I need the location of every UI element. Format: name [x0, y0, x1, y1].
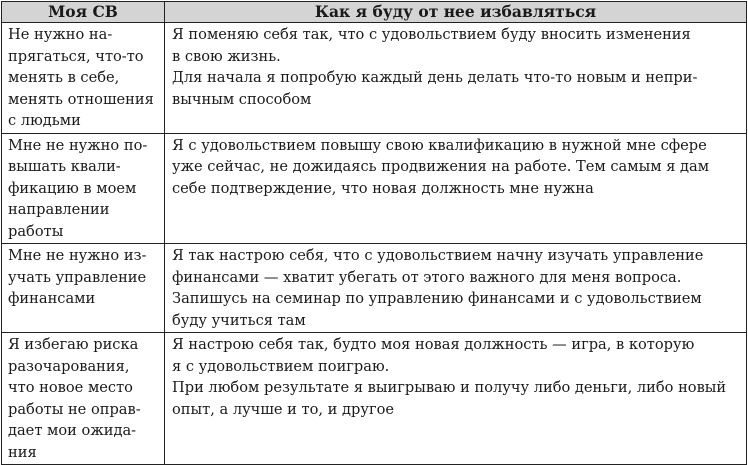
row-3-plan-cell [165, 244, 747, 333]
row-4-plan-paragraph-1: Я настрою себя так, будто моя новая должность — игра, в которую я с удовольствием поиграю. [172, 336, 695, 375]
header-row [2, 2, 747, 23]
table-row [2, 133, 747, 244]
row-2-plan-cell [165, 133, 747, 244]
row-1-sv-text: Не нужно на- прягаться, что-то менять в себе, менять отношения с людьми [8, 26, 154, 129]
row-4-plan-cell [165, 333, 747, 465]
row-2-sv-cell [2, 133, 165, 244]
row-3-plan-paragraph-2: Запишусь на семинар по управлению финансами и с удовольствием буду учиться там [172, 290, 702, 329]
table-row [2, 244, 747, 333]
row-4-sv-cell [2, 333, 165, 465]
sv-table [1, 1, 747, 465]
row-4-plan-paragraph-2: При любом результате я выигрываю и получу либо деньги, либо новый опыт, а лучше и то, и другое [172, 379, 727, 418]
header-my-sv: Моя СВ [2, 2, 165, 23]
row-3-plan-paragraph-1: Я так настрою себя, что с удовольствием начну изучать управление финансами — хватит убегать от этого важного для меня вопроса. [172, 247, 704, 286]
row-1-plan-cell [165, 23, 747, 134]
row-1-plan-paragraph-1: Я поменяю себя так, что с удовольствием буду вносить изменения в свою жизнь. [172, 26, 691, 65]
row-1-plan-paragraph-2: Для начала я попробую каждый день делать что-то новым и непри- вычным способом [172, 69, 698, 108]
row-3-sv-cell [2, 244, 165, 333]
header-how-get-rid: Как я буду от нее избавляться [165, 2, 747, 23]
row-4-sv-text: Я избегаю риска разочарования, что новое место работы не оправ- дает мои ожида- ния [8, 336, 141, 461]
row-2-plan-paragraph-1: Я с удовольствием повышу свою квалификацию в нужной мне сфере уже сейчас, не дожидаясь продвижения на работе. Тем самым я дам себе подтверждение, что новая должность мне нужна [172, 136, 710, 197]
table-row [2, 333, 747, 465]
row-3-sv-text: Мне не нужно из- учать управление финансами [8, 247, 147, 307]
table-row [2, 23, 747, 134]
row-2-sv-text: Мне не нужно по- вышать квали- фикацию в моем направлении работы [8, 136, 148, 240]
row-1-sv-cell [2, 23, 165, 134]
